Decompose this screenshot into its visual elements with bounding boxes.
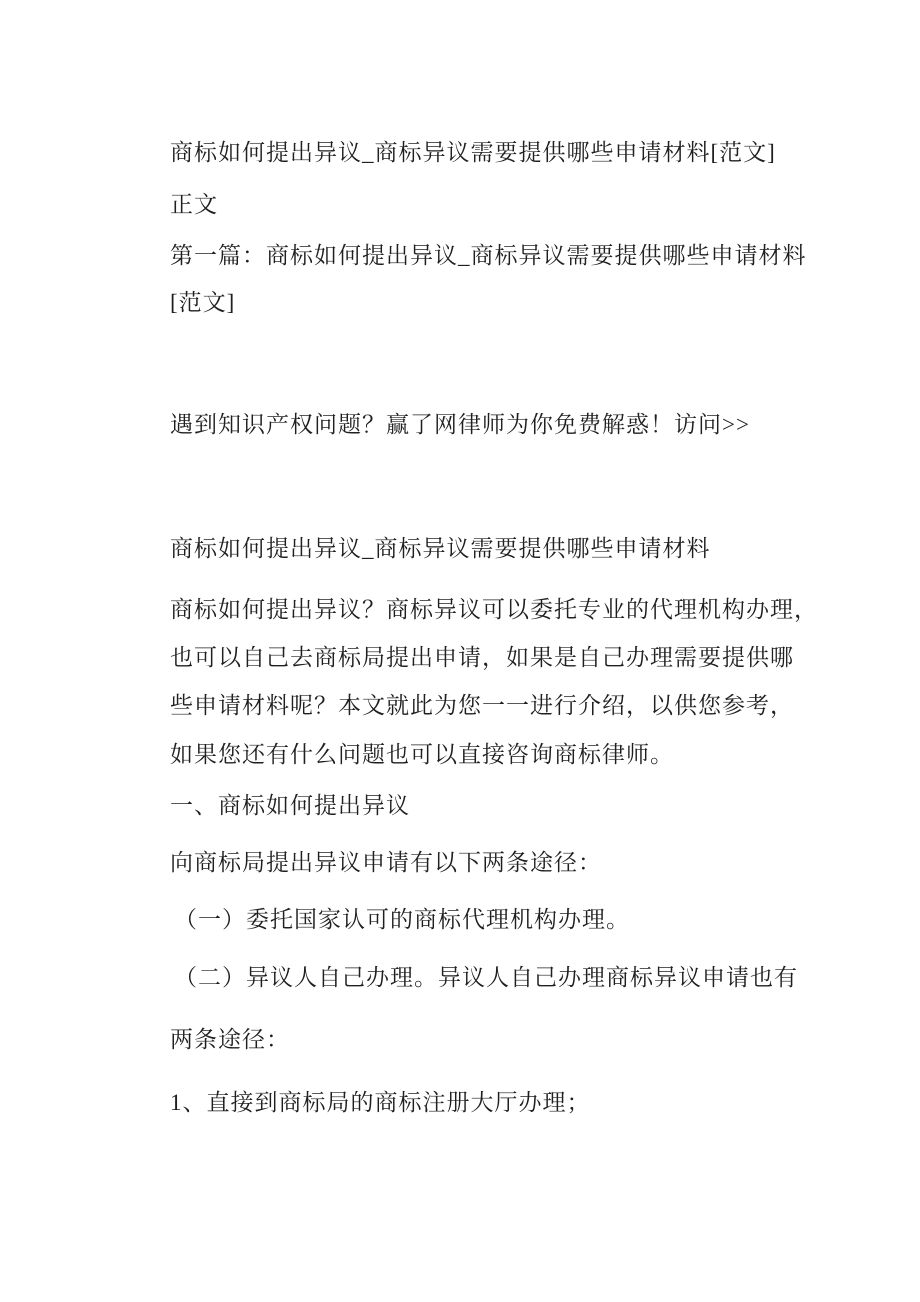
part1-heading-line2: [范文] — [170, 290, 236, 315]
intro-line-1: 商标如何提出异议？商标异议可以委托专业的代理机构办理， — [170, 597, 818, 622]
section1-lead: 向商标局提出异议申请有以下两条途径： — [170, 850, 602, 875]
method-one: 1、直接到商标局的商标注册大厅办理； — [170, 1090, 591, 1115]
route-two-line-1: （二）异议人自己办理。异议人自己办理商标异议申请也有 — [174, 965, 798, 990]
lawyer-promo-text: 遇到知识产权问题？赢了网律师为你免费解惑！访问>> — [170, 412, 750, 437]
section1-heading: 一、商标如何提出异议 — [170, 793, 410, 818]
part1-heading-line1: 第一篇：商标如何提出异议_商标异议需要提供哪些申请材料 — [170, 243, 807, 268]
intro-line-4: 如果您还有什么问题也可以直接咨询商标律师。 — [170, 742, 674, 767]
article-title: 商标如何提出异议_商标异议需要提供哪些申请材料 — [170, 536, 711, 561]
body-label: 正文 — [170, 192, 218, 217]
route-one: （一）委托国家认可的商标代理机构办理。 — [174, 907, 630, 932]
intro-line-2: 也可以自己去商标局提出申请，如果是自己办理需要提供哪 — [170, 645, 794, 670]
route-two-line-2: 两条途径： — [170, 1027, 290, 1052]
doc-title: 商标如何提出异议_商标异议需要提供哪些申请材料[范文] — [170, 140, 776, 165]
intro-line-3: 些申请材料呢？本文就此为您一一进行介绍，以供您参考， — [170, 693, 794, 718]
